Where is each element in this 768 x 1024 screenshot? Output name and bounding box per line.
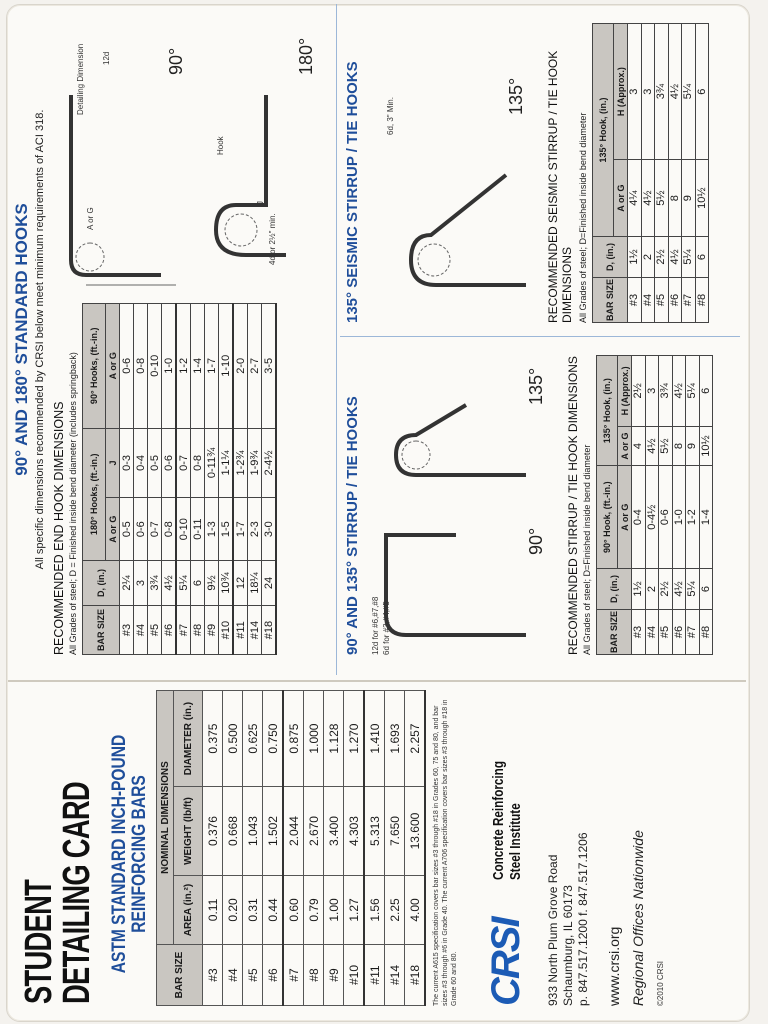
astm-cell: #8 bbox=[304, 945, 324, 1006]
seismic-cell: #3 bbox=[628, 278, 642, 323]
th-eh-aorg2: A or G bbox=[106, 304, 120, 429]
institute-line-2: Steel Institute bbox=[507, 803, 524, 880]
hook-aorg-label: Hook bbox=[216, 136, 225, 155]
astm-cell: 0.44 bbox=[263, 875, 284, 944]
astm-cell: #11 bbox=[364, 945, 385, 1006]
astm-cell: 1.043 bbox=[243, 787, 263, 876]
seismic-cell: #6 bbox=[668, 278, 682, 323]
table-row bbox=[219, 304, 234, 655]
end-hook-cell: 24 bbox=[262, 561, 277, 606]
copyright: ©2010 CRSI bbox=[656, 960, 665, 1006]
table-row bbox=[233, 304, 248, 655]
left-panel bbox=[6, 680, 748, 1020]
6d-stirrup-label: 6d for #3,#4,#5 bbox=[382, 601, 391, 655]
stirrup-cell: 1-2 bbox=[686, 466, 700, 569]
end-hook-cell: 2-4½ bbox=[262, 428, 277, 498]
astm-cell: 0.668 bbox=[223, 787, 243, 876]
table-row bbox=[263, 691, 284, 1006]
stirrup-cell: #7 bbox=[686, 610, 700, 655]
table-row bbox=[645, 356, 659, 655]
end-hook-cell: 1-4 bbox=[191, 304, 205, 429]
astm-cell: #14 bbox=[385, 945, 405, 1006]
stirrup-cell: 0-6 bbox=[659, 466, 673, 569]
stirrup-cell: 0-4½ bbox=[645, 466, 659, 569]
table-row bbox=[248, 304, 262, 655]
seismic-cell: 3 bbox=[628, 24, 642, 160]
seismic-cell: 2½ bbox=[655, 237, 669, 278]
end-hook-cell: #4 bbox=[134, 606, 148, 655]
stirrup-cell: 4½ bbox=[645, 426, 659, 466]
end-hook-cell: #8 bbox=[191, 606, 205, 655]
end-hook-cell: 0-11 bbox=[191, 498, 205, 561]
table-row bbox=[120, 304, 134, 655]
address-line-1: 933 North Plum Grove Road bbox=[546, 854, 560, 1006]
table-row bbox=[628, 24, 642, 323]
table-row bbox=[344, 691, 365, 1006]
end-hook-cell: 2-7 bbox=[248, 304, 262, 429]
table-row bbox=[148, 304, 162, 655]
j-label: J bbox=[256, 201, 265, 205]
astm-cell: 1.410 bbox=[364, 691, 385, 787]
astm-cell: #18 bbox=[405, 945, 426, 1006]
end-hook-table bbox=[82, 303, 277, 655]
end-hook-cell: 1-3 bbox=[205, 498, 219, 561]
table-row bbox=[682, 24, 696, 323]
end-hook-cell: 1-2¾ bbox=[233, 428, 248, 498]
seismic-cell: 6 bbox=[695, 24, 709, 160]
table-row bbox=[699, 356, 713, 655]
stirrup-cell: 1½ bbox=[632, 569, 646, 610]
th-se-135: 135° Hook, (in.) bbox=[593, 24, 614, 237]
stirrup-cell: #6 bbox=[672, 610, 686, 655]
stirrup-cell: 6 bbox=[699, 569, 713, 610]
seismic-cell: #5 bbox=[655, 278, 669, 323]
stirrup-cell: 4 bbox=[632, 426, 646, 466]
specification-footnote: The current A615 specification covers bar sizes #3 through #18 in Grades 60, 75 and 80, and bar sizes #3 through #6 in Grade 40. The current A706 specification covers bar sizes #3 through #18 in Grade 60 and 80. bbox=[433, 699, 458, 1006]
end-hook-cell: 12 bbox=[233, 561, 248, 606]
end-hook-cell: 1-1¼ bbox=[219, 428, 234, 498]
astm-cell: 0.11 bbox=[203, 875, 223, 944]
right-panel bbox=[6, 4, 748, 675]
end-hook-cell: 2-0 bbox=[233, 304, 248, 429]
stirrup-cell: 4½ bbox=[672, 569, 686, 610]
card-title bbox=[20, 702, 96, 1004]
table-row bbox=[324, 691, 344, 1006]
table-row bbox=[659, 356, 673, 655]
end-hook-cell: #11 bbox=[233, 606, 248, 655]
end-hook-cell: 1-7 bbox=[233, 498, 248, 561]
end-hook-cell: 3-0 bbox=[262, 498, 277, 561]
table-row bbox=[191, 304, 205, 655]
astm-cell: 5.313 bbox=[364, 787, 385, 876]
regional-offices: Regional Offices Nationwide bbox=[630, 830, 646, 1006]
stirrup-cell: 1-4 bbox=[699, 466, 713, 569]
table-row bbox=[203, 691, 223, 1006]
seismic-cell: 3¾ bbox=[655, 24, 669, 160]
astm-cell: 0.376 bbox=[203, 787, 223, 876]
th-nominal-dimensions: NOMINAL DIMENSIONS bbox=[157, 691, 174, 945]
stirrup-cell: #8 bbox=[699, 610, 713, 655]
stirrup-title: RECOMMENDED STIRRUP / TIE HOOK DIMENSIONS bbox=[566, 356, 580, 655]
astm-cell: 0.375 bbox=[203, 691, 223, 787]
seismic-cell: 4½ bbox=[668, 24, 682, 160]
stirrup-cell: 0-4 bbox=[632, 466, 646, 569]
address-line-2: Schaumburg, IL 60173 bbox=[561, 885, 575, 1006]
end-hook-cell: #10 bbox=[219, 606, 234, 655]
table-row bbox=[162, 304, 177, 655]
astm-subtitle: ASTM STANDARD INCH-POUND REINFORCING BARS bbox=[109, 734, 150, 974]
stirrup-cell: #5 bbox=[659, 610, 673, 655]
th-se-aorg: A or G bbox=[614, 160, 628, 237]
stirrup-cell: 8 bbox=[672, 426, 686, 466]
th-st-90: 90° Hook, (ft.-in.) bbox=[597, 466, 618, 569]
seismic-diagram bbox=[376, 25, 556, 315]
end-hook-cell: 1-9¾ bbox=[248, 428, 262, 498]
seismic-cell: 4½ bbox=[641, 160, 655, 237]
logo-text: CRSI bbox=[484, 918, 528, 1006]
end-hook-cell: 0-8 bbox=[191, 428, 205, 498]
end-hook-cell: 0-10 bbox=[148, 304, 162, 429]
stirrup-cell: 2½ bbox=[632, 356, 646, 427]
stirrup-cell: 3 bbox=[645, 356, 659, 427]
end-hook-cell: #9 bbox=[205, 606, 219, 655]
deg-180-label: 180° bbox=[296, 37, 316, 75]
th-eh-bar: BAR SIZE bbox=[83, 606, 120, 655]
seismic-cell: 9 bbox=[682, 160, 696, 237]
astm-cell: 1.128 bbox=[324, 691, 344, 787]
astm-cell: 0.79 bbox=[304, 875, 324, 944]
stirrup-cell: 5¼ bbox=[686, 569, 700, 610]
column-divider bbox=[340, 336, 740, 337]
stirrup-cell: 2 bbox=[645, 569, 659, 610]
th-bar-size: BAR SIZE bbox=[157, 945, 203, 1006]
astm-cell: 0.500 bbox=[223, 691, 243, 787]
seismic-cell: 5¼ bbox=[682, 237, 696, 278]
stirrup-cell: 1-0 bbox=[672, 466, 686, 569]
table-row bbox=[695, 24, 709, 323]
stirrup-subtitle: All Grades of steel; D=Finished inside bend diameter bbox=[582, 444, 592, 655]
astm-cell: 0.750 bbox=[263, 691, 284, 787]
end-hook-cell: #5 bbox=[148, 606, 162, 655]
end-hook-cell: 6 bbox=[191, 561, 205, 606]
stirrup-cell: 9 bbox=[686, 426, 700, 466]
th-se-h: H (Approx.) bbox=[614, 24, 628, 160]
end-hook-cell: 0-6 bbox=[162, 428, 177, 498]
astm-cell: 1.00 bbox=[324, 875, 344, 944]
end-hook-cell: 0-6 bbox=[134, 498, 148, 561]
th-st-aorg: A or G bbox=[618, 466, 632, 569]
stirrup-cell: 6 bbox=[699, 356, 713, 427]
astm-cell: 0.60 bbox=[283, 875, 304, 944]
astm-cell: 7.650 bbox=[385, 787, 405, 876]
astm-cell: #10 bbox=[344, 945, 365, 1006]
table-row bbox=[385, 691, 405, 1006]
end-hook-cell: 3 bbox=[134, 561, 148, 606]
astm-cell: #5 bbox=[243, 945, 263, 1006]
th-diameter: DIAMETER (in.) bbox=[174, 691, 203, 787]
end-hook-cell: 18¼ bbox=[248, 561, 262, 606]
seismic-subtitle: All Grades of steel; D=Finished inside bend diameter bbox=[578, 112, 588, 323]
6d-min-label: 6d, 3" Min. bbox=[386, 97, 395, 135]
table-row bbox=[243, 691, 263, 1006]
th-st-bar: BAR SIZE bbox=[597, 610, 632, 655]
table-row bbox=[686, 356, 700, 655]
end-hook-cell: 3¾ bbox=[148, 561, 162, 606]
stirrup-cell: 2½ bbox=[659, 569, 673, 610]
title-line-1: STUDENT bbox=[18, 879, 60, 1004]
seismic-cell: 8 bbox=[668, 160, 682, 237]
website-link[interactable]: www.crsi.org bbox=[606, 926, 622, 1006]
astm-cell: 0.875 bbox=[283, 691, 304, 787]
table-row bbox=[672, 356, 686, 655]
astm-cell: 4.00 bbox=[405, 875, 426, 944]
th-weight: WEIGHT (lb/ft) bbox=[174, 787, 203, 876]
astm-cell: 1.502 bbox=[263, 787, 284, 876]
phone-fax: p. 847.517.1200 f. 847.517.1206 bbox=[576, 832, 590, 1006]
4d-label: 4d or 2½" min. bbox=[268, 213, 277, 265]
th-eh-j: J bbox=[106, 428, 120, 498]
astm-cell: 1.27 bbox=[344, 875, 365, 944]
th-eh-180: 180° Hooks, (ft.-in.) bbox=[83, 428, 106, 560]
end-hook-cell: 0-5 bbox=[148, 428, 162, 498]
rotated-card-content bbox=[6, 4, 748, 1020]
end-hook-cell: 1-10 bbox=[219, 304, 234, 429]
end-hook-cell: #18 bbox=[262, 606, 277, 655]
deg-90b-label: 90° bbox=[526, 527, 546, 555]
end-hook-cell: #7 bbox=[176, 606, 191, 655]
table-row bbox=[405, 691, 426, 1006]
stirrup-cell: 5½ bbox=[659, 426, 673, 466]
end-hook-cell: 2-3 bbox=[248, 498, 262, 561]
stirrup-cell: 4½ bbox=[672, 356, 686, 427]
end-hook-cell: 1-2 bbox=[176, 304, 191, 429]
detailing-dim-label: Detailing Dimension bbox=[76, 43, 85, 115]
th-st-d: D, (in.) bbox=[597, 569, 632, 610]
stirrup-cell: 10½ bbox=[699, 426, 713, 466]
end-hook-cell: 0-7 bbox=[176, 428, 191, 498]
end-hook-cell: #14 bbox=[248, 606, 262, 655]
hook-90-diagram bbox=[66, 15, 216, 295]
th-st-135: 135° Hook, (in.) bbox=[597, 356, 618, 466]
deg-135a-label: 135° bbox=[526, 367, 546, 405]
table-row bbox=[641, 24, 655, 323]
astm-cell: 2.670 bbox=[304, 787, 324, 876]
table-row bbox=[223, 691, 243, 1006]
standard-hooks-heading: 90° AND 180° STANDARD HOOKS bbox=[12, 203, 31, 476]
table-row bbox=[668, 24, 682, 323]
table-row bbox=[304, 691, 324, 1006]
table-row bbox=[205, 304, 219, 655]
seismic-table-body bbox=[628, 24, 709, 323]
astm-cell: 1.000 bbox=[304, 691, 324, 787]
end-hook-table-body bbox=[120, 304, 277, 655]
seismic-cell: 5¼ bbox=[682, 24, 696, 160]
th-area: AREA (in.²) bbox=[174, 875, 203, 944]
th-se-d: D, (in.) bbox=[593, 237, 628, 278]
table-row bbox=[134, 304, 148, 655]
stirrup-cell: #4 bbox=[645, 610, 659, 655]
seismic-cell: #8 bbox=[695, 278, 709, 323]
table-row bbox=[364, 691, 385, 1006]
astm-cell: 0.625 bbox=[243, 691, 263, 787]
astm-cell: 3.400 bbox=[324, 787, 344, 876]
seismic-cell: 10½ bbox=[695, 160, 709, 237]
astm-cell: 1.56 bbox=[364, 875, 385, 944]
end-hook-cell: 0-10 bbox=[176, 498, 191, 561]
astm-bar-table bbox=[156, 690, 426, 1006]
end-hook-subtitle: All Grades of steel; D = Finished inside bend diameter (includes springback) bbox=[68, 352, 78, 655]
table-row bbox=[262, 304, 277, 655]
end-hook-cell: #6 bbox=[162, 606, 177, 655]
12d-label: 12d bbox=[102, 51, 111, 65]
stirrup-cell: #3 bbox=[632, 610, 646, 655]
end-hook-cell: 0-6 bbox=[120, 304, 134, 429]
table-row bbox=[176, 304, 191, 655]
astm-cell: 2.044 bbox=[283, 787, 304, 876]
end-hook-cell: 9½ bbox=[205, 561, 219, 606]
end-hook-cell: 1-0 bbox=[162, 304, 177, 429]
end-hook-cell: 0-3 bbox=[120, 428, 134, 498]
title-line-2: DETAILING CARD bbox=[56, 782, 98, 1004]
astm-cell: 4.303 bbox=[344, 787, 365, 876]
end-hook-cell: 0-11¾ bbox=[205, 428, 219, 498]
end-hook-cell: 0-5 bbox=[120, 498, 134, 561]
astm-cell: 1.693 bbox=[385, 691, 405, 787]
end-hook-cell: 0-8 bbox=[134, 304, 148, 429]
institute-name bbox=[490, 747, 524, 880]
th-st-h: H (Approx.) bbox=[618, 356, 632, 427]
end-hook-cell: 2¼ bbox=[120, 561, 134, 606]
seismic-heading: 135° SEISMIC STIRRUP / TIE HOOKS bbox=[344, 61, 361, 323]
stirrup-heading: 90° AND 135° STIRRUP / TIE HOOKS bbox=[344, 396, 361, 655]
astm-cell: #6 bbox=[263, 945, 284, 1006]
seismic-table bbox=[592, 23, 709, 323]
seismic-cell: 6 bbox=[695, 237, 709, 278]
end-hook-title: RECOMMENDED END HOOK DIMENSIONS bbox=[52, 401, 66, 655]
stirrup-cell: 3¾ bbox=[659, 356, 673, 427]
section-divider bbox=[336, 4, 337, 675]
crsi-logo bbox=[486, 886, 526, 1006]
seismic-cell: 1½ bbox=[628, 237, 642, 278]
seismic-cell: 4¼ bbox=[628, 160, 642, 237]
end-hook-cell: 5¼ bbox=[176, 561, 191, 606]
th-se-bar: BAR SIZE bbox=[593, 278, 628, 323]
seismic-cell: 2 bbox=[641, 237, 655, 278]
table-row bbox=[655, 24, 669, 323]
astm-cell: #3 bbox=[203, 945, 223, 1006]
end-hook-cell: 10¾ bbox=[219, 561, 234, 606]
seismic-cell: 4½ bbox=[668, 237, 682, 278]
seismic-cell: #7 bbox=[682, 278, 696, 323]
stirrup-table bbox=[596, 355, 713, 655]
table-row bbox=[283, 691, 304, 1006]
aci-note: All specific dimensions recommended by CRSI below meet minimum requirements of ACI 318. bbox=[34, 109, 46, 570]
deg-135b-label: 135° bbox=[506, 77, 526, 115]
th-eh-d: D, (in.) bbox=[83, 561, 120, 606]
a-or-g-label: A or G bbox=[86, 207, 95, 230]
deg-90-label: 90° bbox=[166, 47, 186, 75]
end-hook-cell: 3-5 bbox=[262, 304, 277, 429]
seismic-cell: 5½ bbox=[655, 160, 669, 237]
th-st-aorg2: A or G bbox=[618, 426, 632, 466]
end-hook-cell: 0-7 bbox=[148, 498, 162, 561]
seismic-title: RECOMMENDED SEISMIC STIRRUP / TIE HOOK DIMENSIONS bbox=[546, 50, 574, 323]
stirrup-table-body bbox=[632, 356, 713, 655]
end-hook-cell: #3 bbox=[120, 606, 134, 655]
end-hook-cell: 1-5 bbox=[219, 498, 234, 561]
stirrup-cell: 5¼ bbox=[686, 356, 700, 427]
end-hook-cell: 0-8 bbox=[162, 498, 177, 561]
astm-cell: 0.20 bbox=[223, 875, 243, 944]
astm-table-body bbox=[203, 691, 426, 1006]
seismic-cell: 3 bbox=[641, 24, 655, 160]
th-eh-90: 90° Hooks, (ft.-in.) bbox=[83, 304, 106, 429]
seismic-cell: #4 bbox=[641, 278, 655, 323]
th-eh-aorg: A or G bbox=[106, 498, 120, 561]
address-block bbox=[546, 833, 591, 1007]
institute-line-1: Concrete Reinforcing bbox=[490, 761, 507, 880]
12d-stirrup-label: 12d for #6,#7,#8 bbox=[371, 596, 380, 655]
astm-cell: 2.257 bbox=[405, 691, 426, 787]
end-hook-cell: 1-7 bbox=[205, 304, 219, 429]
astm-cell: #7 bbox=[283, 945, 304, 1006]
astm-cell: 13.600 bbox=[405, 787, 426, 876]
end-hook-cell: 0-4 bbox=[134, 428, 148, 498]
end-hook-cell: 4½ bbox=[162, 561, 177, 606]
table-row bbox=[632, 356, 646, 655]
astm-cell: #9 bbox=[324, 945, 344, 1006]
astm-cell: 1.270 bbox=[344, 691, 365, 787]
astm-cell: 2.25 bbox=[385, 875, 405, 944]
astm-cell: #4 bbox=[223, 945, 243, 1006]
astm-cell: 0.31 bbox=[243, 875, 263, 944]
